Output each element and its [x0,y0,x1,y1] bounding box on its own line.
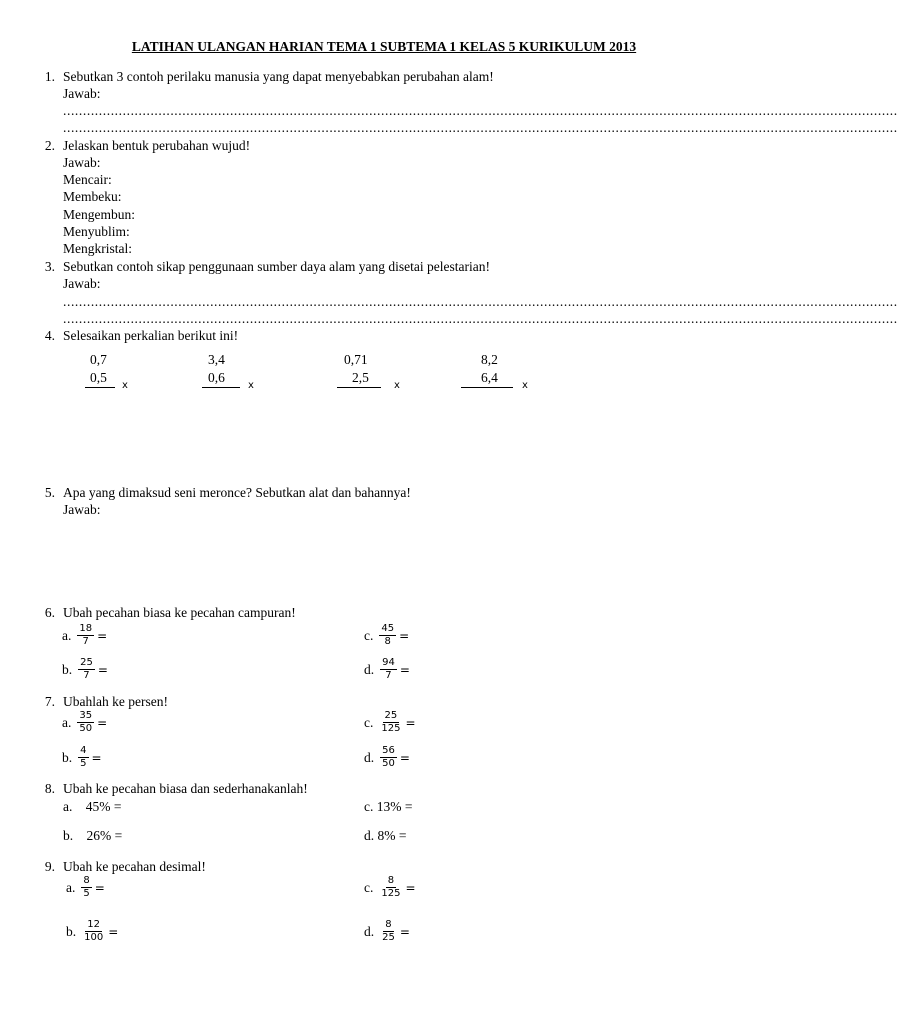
q6-item-b [62,658,108,681]
q7-item-a [62,711,107,734]
q2-item-mengembun: Mengembun: [63,207,135,222]
q9-item-a [66,876,105,899]
q9-item-b [66,920,118,943]
q4-p1-line [85,387,115,388]
q6-c-fraction [379,624,396,647]
numerator: 8 [83,875,90,886]
q8-a-label: a. [63,799,73,814]
q8-a-value: 45% = [85,799,122,814]
equals-sign: = [399,628,410,643]
q4-p4-multiplicand: 8,2 [481,352,498,367]
q7-b-label: b. [62,749,73,765]
q4-p1-multiplicand: 0,7 [90,352,107,367]
denominator: 7 [385,670,392,681]
q4-p1-multiplier: 0,5 [90,370,107,385]
denominator: 50 [382,758,395,769]
q1-text: Sebutkan 3 contoh perilaku manusia yang dapat menyebabkan perubahan alam! [63,69,494,84]
q1-answer-line-1: .................................................................................................................................................................................................................. [63,103,898,118]
q8-b-value: 26% = [86,828,123,843]
q4-text: Selesaikan perkalian berikut ini! [63,328,239,343]
q6-c-label: c. [364,627,374,643]
q7-c-label: c. [364,714,374,730]
q3-jawab-label: Jawab: [63,276,101,291]
equals-sign: = [399,662,410,677]
q8-c-value: 13% = [376,799,413,814]
numerator: 25 [80,657,93,668]
q9-c-label: c. [364,879,374,895]
numerator: 94 [382,657,395,668]
q9-number: 9. [44,859,55,874]
denominator: 125 [381,888,401,899]
q9-b-fraction [82,920,105,943]
q6-number: 6. [44,605,55,620]
q9-item-c [364,876,416,899]
numerator: 8 [385,919,392,930]
q9-c-fraction [379,876,402,899]
denominator: 5 [83,888,90,899]
q8-text: Ubah ke pecahan biasa dan sederhanakanlah! [63,781,308,796]
equals-sign: = [108,924,119,939]
equals-sign: = [97,628,108,643]
q9-a-label: a. [66,879,76,895]
equals-sign: = [399,924,410,939]
numerator: 12 [87,919,101,930]
q2-item-membeku: Membeku: [63,189,122,204]
numerator: 45 [381,623,395,634]
q3-answer-line-1: .................................................................................................................................................................................................................. [63,294,898,309]
q8-item-d [364,828,406,844]
q6-d-label: d. [364,661,375,677]
q5-number: 5. [44,485,55,500]
numerator: 8 [387,875,395,886]
q8-number: 8. [44,781,55,796]
denominator: 7 [82,636,89,647]
q9-item-d [364,920,410,943]
q8-d-value: 8% = [377,828,407,843]
q5-jawab-label: Jawab: [63,502,101,517]
q7-number: 7. [44,694,55,709]
numerator: 18 [79,623,93,634]
q6-d-fraction [380,658,397,681]
denominator: 100 [84,932,104,943]
q6-item-d [364,658,410,681]
q8-b-label: b. [63,828,74,843]
q2-item-mencair: Mencair: [63,172,112,187]
equals-sign: = [97,662,108,677]
q6-a-label: a. [62,627,72,643]
q7-a-label: a. [62,714,72,730]
q9-a-fraction [81,876,91,899]
equals-sign: = [405,880,416,895]
q3-answer-line-2: .................................................................................................................................................................................................................. [63,311,898,326]
q6-text: Ubah pecahan biasa ke pecahan campuran! [63,605,296,620]
q4-p1-times-sign: x [122,380,128,391]
q2-number: 2. [44,138,55,153]
denominator: 50 [79,723,93,734]
q6-item-c [364,624,409,647]
q4-p2-times-sign: x [248,380,254,391]
denominator: 25 [382,932,395,943]
q2-item-menyublim: Menyublim: [63,224,130,239]
q4-p4-times-sign: x [522,380,528,391]
numerator: 56 [382,745,395,756]
q3-text: Sebutkan contoh sikap penggunaan sumber daya alam yang disetai pelestarian! [63,259,490,274]
numerator: 4 [80,745,87,756]
q7-item-d [364,746,410,769]
q9-d-label: d. [364,923,375,939]
equals-sign: = [94,880,105,895]
numerator: 35 [79,710,93,721]
q8-d-label: d. [364,828,375,843]
denominator: 7 [83,670,90,681]
q6-a-fraction [77,624,94,647]
q4-p2-line [202,387,240,388]
q7-c-fraction [379,711,402,734]
q4-p3-multiplier: 2,5 [352,370,369,385]
q7-b-fraction [78,746,88,769]
page-title: LATIHAN ULANGAN HARIAN TEMA 1 SUBTEMA 1 KELAS 5 KURIKULUM 2013 [131,39,637,54]
q7-item-c [364,711,416,734]
q2-jawab-label: Jawab: [63,155,101,170]
q6-b-label: b. [62,661,73,677]
equals-sign: = [399,750,410,765]
q4-p4-multiplier: 6,4 [481,370,498,385]
q4-p3-multiplicand: 0,71 [344,352,368,367]
q6-item-a [62,624,107,647]
q9-d-fraction [380,920,397,943]
denominator: 125 [381,723,401,734]
equals-sign: = [97,715,108,730]
q5-text: Apa yang dimaksud seni meronce? Sebutkan alat dan bahannya! [63,485,411,500]
denominator: 5 [80,758,87,769]
q8-item-a [63,799,121,815]
q8-item-b [63,828,122,844]
q4-p2-multiplicand: 3,4 [208,352,225,367]
q8-item-c [364,799,412,815]
equals-sign: = [405,715,416,730]
q6-b-fraction [78,658,95,681]
q2-text: Jelaskan bentuk perubahan wujud! [63,138,251,153]
q4-p3-times-sign: x [394,380,400,391]
q4-number: 4. [44,328,55,343]
q7-d-label: d. [364,749,375,765]
q2-item-mengkristal: Mengkristal: [63,241,132,256]
q7-item-b [62,746,102,769]
q1-answer-line-2: .................................................................................................................................................................................................................. [63,120,898,135]
equals-sign: = [91,750,102,765]
denominator: 8 [384,636,391,647]
numerator: 25 [384,710,398,721]
q4-p4-line [461,387,513,388]
q7-text: Ubahlah ke persen! [63,694,168,709]
q8-c-label: c. [364,799,374,814]
q3-number: 3. [44,259,55,274]
q9-text: Ubah ke pecahan desimal! [63,859,206,874]
q1-number: 1. [44,69,55,84]
q4-p3-line [337,387,381,388]
q1-jawab-label: Jawab: [63,86,101,101]
q9-b-label: b. [66,923,77,939]
q7-d-fraction [380,746,397,769]
q7-a-fraction [77,711,94,734]
q4-p2-multiplier: 0,6 [208,370,225,385]
